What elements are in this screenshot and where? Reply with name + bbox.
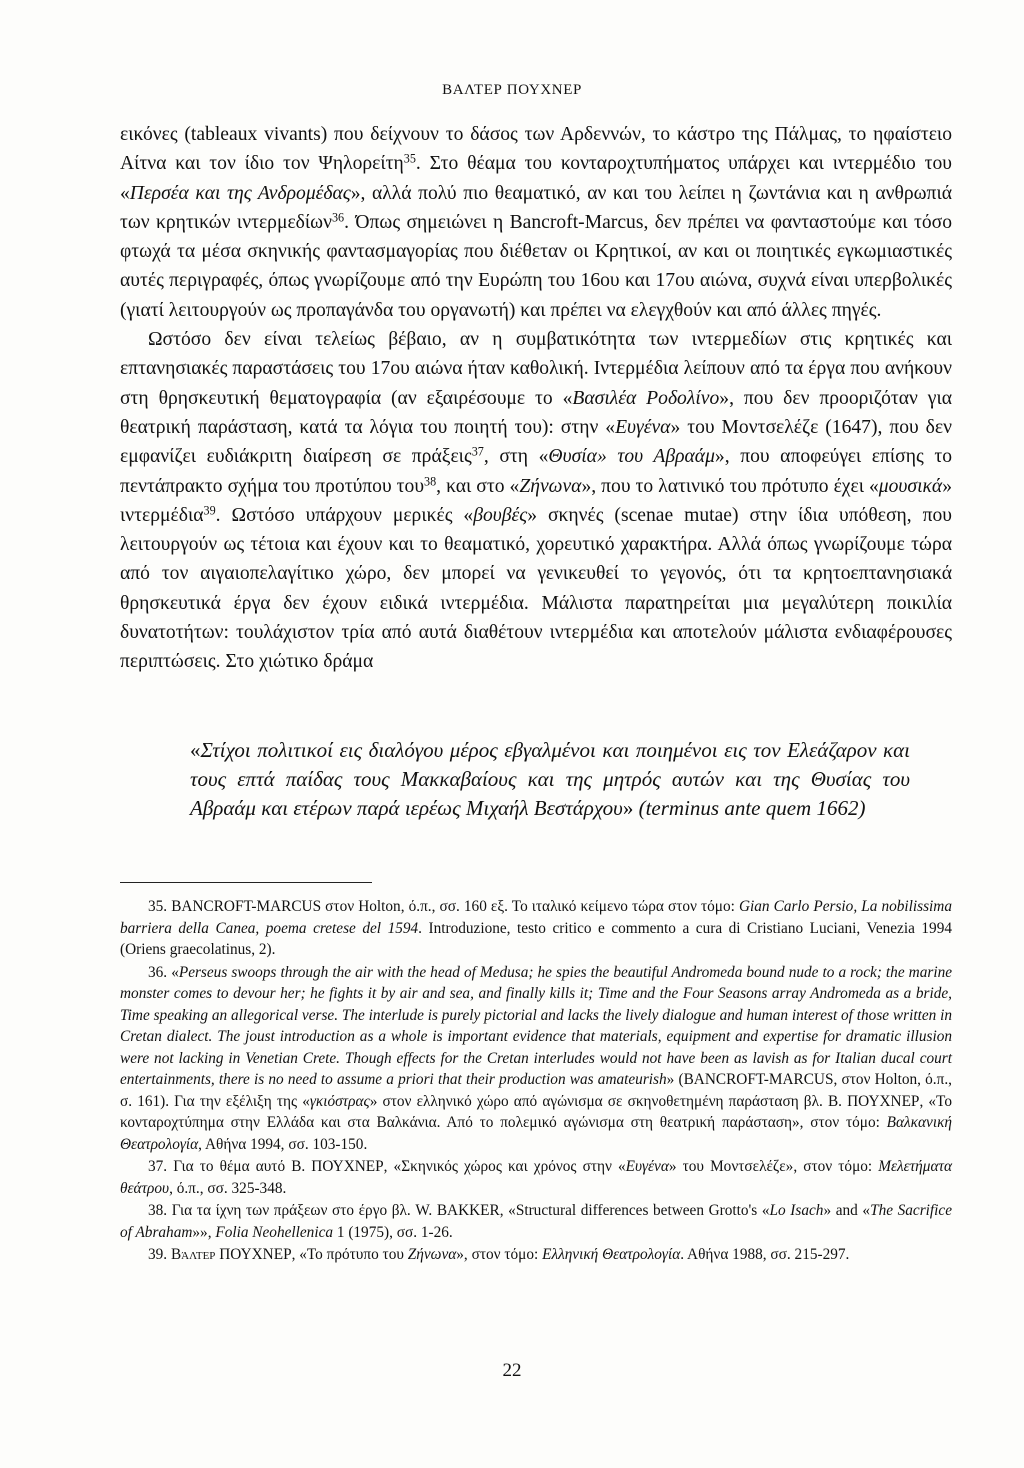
text-run: , στον Holton, ό.π., σ. 161). Για την εξέλιξη της « (120, 1071, 952, 1110)
footnote-35 (120, 896, 952, 961)
journal-title: Folia Neohellenica (215, 1223, 334, 1241)
book-title: Ελληνική Θεατρολογία (542, 1246, 681, 1263)
footnote-number: 37. (148, 1158, 174, 1175)
text-run: στον Holton, ό.π., σσ. 160 εξ. Το ιταλικό κείμενο τώρα στον τόμο: (321, 898, 739, 915)
book-title: Μελετήματα θεάτρου (120, 1158, 952, 1197)
text-run: » ( (666, 1071, 684, 1088)
text-run: », αλλά πολύ πιο θεαματικό, αν και του λείπει η ζωντάνια και η ανθρωπιά των κρητικών ιντερμεδίων (120, 182, 952, 233)
footnote-36 (120, 962, 952, 1156)
author-name: Β. ΠΟΥΧΝΕΡ (291, 1158, 384, 1175)
work-title: The Sacrifice of Abraham (120, 1202, 952, 1241)
text-run: » σκηνές (scenae mutae) στην ίδια υπόθεση, που λειτουργούν ως τέτοια και έχουν και το θεαματικό, χορευτικό χαρακτήρα. Αλλά όπως γνωρίζουμε τώρα από τον αιγαιοπελαγίτικο χώρο, δεν μπορεί να γενικευθεί το γεγονός, ότι τα κρητοεπτανησιακά θρησκευτικά έργα δεν έχουν ειδικά ιντερμέδια. Μάλιστα παρατηρείται μια μεγαλύτερη ποικιλία δυνατοτήτων: τουλάχιστον τρία από αυτά διαθέτουν ιντερμέδια και αποτελούν μάλιστα ενδιαφέρουσες περιπτώσεις. Στο χιώτικο δράμα (120, 504, 952, 673)
text-run: . Αθήνα 1988, σσ. 215-297. (680, 1246, 850, 1263)
quoted-term: βουβές (473, 504, 528, 526)
footnote-number: 38. (148, 1202, 172, 1219)
text-run: , «Structural differences between Grotto's « (499, 1202, 770, 1219)
text-run: , Αθήνα 1994, σσ. 103-150. (198, 1135, 368, 1153)
book-title: Gian Carlo Persio, La nobilissima barriera della Canea, poema cretese del 1594 (120, 898, 953, 937)
book-title: Βαλκανική Θεατρολογία (120, 1114, 952, 1153)
text-run: εικόνες (tableaux vivants) που δείχνουν το δάσος των Αρδεννών, το κάστρο της Πάλμας, το ηφαίστειο Αίτνα και τον ίδιο τον Ψηλορείτη (120, 124, 952, 175)
text-run: . Introduzione, testo critico e commento a cura di Cristiano Luciani, Venezia 1994 (Oriens graecolatinus, 2). (120, 919, 952, 958)
text-run: » and « (823, 1202, 871, 1219)
text-run: », που δεν προοριζόταν για θεατρική παράσταση, κατά τα λόγια του ποιητή του): στην « (120, 387, 952, 438)
text-run: , «Το κονταροχτύπημα στην Ελλάδα και στα Βαλκάνια. Από το πολεμικό αγώνισμα στη θεατρική παράσταση», στον τόμο: (120, 1092, 952, 1131)
text-run: . Ωστόσο υπάρχουν μερικές « (215, 504, 474, 526)
text-run: », στον τόμο: (456, 1246, 543, 1263)
quote-date-note: (terminus ante quem 1662) (638, 796, 866, 820)
footnote-38 (120, 1200, 952, 1243)
running-head: ΒΑΛΤΕΡ ΠΟΥΧΝΕΡ (442, 82, 582, 98)
quote-mark: « (171, 963, 179, 981)
footnote-number: 35. (148, 898, 172, 915)
work-title: Περσέα και της Ανδρομέδας (129, 182, 351, 204)
quote-mark: « (190, 738, 201, 762)
text-run: », που το λατινικό του πρότυπο έχει « (581, 475, 879, 497)
text-run: . Στο θέαμα του κονταροχτυπήματος υπάρχει και ιντερμέδιο του « (120, 153, 952, 204)
text-run: , «Σκηνικός χώρος και χρόνος στην « (383, 1158, 626, 1175)
quoted-term: μουσικά (878, 475, 943, 497)
text-run: , στη « (483, 446, 549, 468)
work-title: Ζήνωνα (519, 475, 582, 497)
work-title: Βασιλέα Ροδολίνο (572, 387, 720, 409)
quote-text: Στίχοι πολιτικοί εις διαλόγου μέρος εβγαλμένοι και ποιημένοι εις τον Ελεάζαρον και τους επτά παίδας τους Μακκαβαίους και της μητρός αυτών και της Θυσίας του Αβραάμ και ετέρων παρά ιερέως Μιχαήλ Βεστάρχου (190, 738, 910, 820)
quoted-term: γκιόστρας (309, 1092, 370, 1110)
work-title: Ευγένα (625, 1158, 669, 1175)
text-run: », που αποφεύγει επίσης το πεντάπρακτο σχήμα του προτύπου του (120, 446, 952, 497)
paragraph-2 (120, 325, 952, 677)
text-run: , «Το πρότυπο του (291, 1246, 408, 1263)
footnote-ref-39[interactable]: 39 (203, 503, 216, 518)
footnote-ref-36[interactable]: 36 (331, 210, 345, 225)
footnote-39 (120, 1244, 952, 1266)
text-run: » του Μοντσελέζε», στον τόμο: (668, 1158, 879, 1175)
footnote-ref-35[interactable]: 35 (403, 151, 416, 166)
text-run: Για τα ίχνη των πράξεων στο έργο βλ. (171, 1202, 416, 1219)
main-text (120, 120, 952, 677)
text-run: , ό.π., σσ. 325-348. (169, 1179, 287, 1197)
text-run: , και στο « (436, 475, 520, 497)
block-quote (190, 736, 910, 823)
work-title: Ευγένα (615, 416, 671, 438)
footnote-separator (120, 882, 372, 883)
text-run: » στον ελληνικό χώρο από αγώνισμα σε σκηνοθετημένη παράσταση βλ. (369, 1092, 828, 1110)
footnote-ref-37[interactable]: 37 (471, 444, 484, 459)
footnote-number: 39. (148, 1246, 171, 1263)
author-name: Β. ΠΟΥΧΝΕΡ (827, 1092, 920, 1110)
footnote-ref-38[interactable]: 38 (424, 473, 437, 488)
page-number: 22 (502, 1360, 522, 1381)
text-run: Για το θέμα αυτό (173, 1158, 292, 1175)
work-title: Ζήνωνα (407, 1246, 457, 1263)
text-run: . Όπως σημειώνει η Bancroft-Marcus, δεν πρέπει να φανταστούμε και τόσο φτωχά τα μέσα σκηνικής φαντασμαγορίας που διέθεταν οι Κρητικοί, αν και οι ποιητικές εγκωμιαστικές αυτές περιγραφές, όπως γνωρίζουμε από την Ευρώπη του 16ου και 17ου αιώνα, συχνά είναι υπερβολικές (γιατί λειτουργούν ως προπαγάνδα του οργανωτή) και πρέπει να ελεγχθούν και από άλλες πηγές. (120, 211, 953, 321)
footnote-37 (120, 1156, 952, 1199)
author-name: Βάλτερ ΠΟΥΧΝΕΡ (170, 1246, 292, 1263)
author-name: BANCROFT-MARCUS (171, 898, 322, 915)
author-name: W. BAKKER (415, 1202, 500, 1219)
quote-mark: » (622, 796, 634, 820)
work-title: Lo Isach (769, 1202, 824, 1219)
text-run: »», (192, 1223, 216, 1241)
footnote-number: 36. (148, 963, 172, 981)
footnotes (120, 896, 952, 1267)
text-run: » του Μοντσελέζε (1647), που δεν εμφανίζει ευδιάκριτη διαίρεση σε πράξεις (120, 416, 952, 468)
text-run: Ωστόσο δεν είναι τελείως βέβαιο, αν η συμβατικότητα των ιντερμεδίων στις κρητικές και επτανησιακές παραστάσεις του 17ου αιώνα ήταν καθολική. Ιντερμέδια λείπουν από τα έργα που ανήκουν στη θρησκευτική θεματογραφία (αν εξαιρέσουμε το « (120, 329, 952, 409)
english-quotation: Perseus swoops through the air with the head of Medusa; he spies the beautiful Andromeda bound nude to a rock; the marine monster comes to devour her; he fights it by air and sea, and finally kills it; Time and the Four Seasons array Andromeda as a bride, Time speaking an allegorical verse. The interlude is purely pictorial and lacks the lively dialogue and human interest of those written in Cretan dialect. The joust introduction as a whole is important evidence that materials, equipment and expertise for dramatic illusion were not lacking in Venetian Crete. Though effects for the Cretan interludes would not have been as lavish as for Italian ducal court entertainments, there is no need to assume a priori that their production was amateurish (120, 963, 953, 1088)
work-title: Θυσία» του Αβραάμ (548, 446, 715, 468)
author-name: BANCROFT-MARCUS (683, 1071, 834, 1088)
text-run: » ιντερμέδια (120, 475, 952, 526)
paragraph-1 (120, 120, 952, 325)
text-run: 1 (1975), σσ. 1-26. (333, 1223, 453, 1241)
